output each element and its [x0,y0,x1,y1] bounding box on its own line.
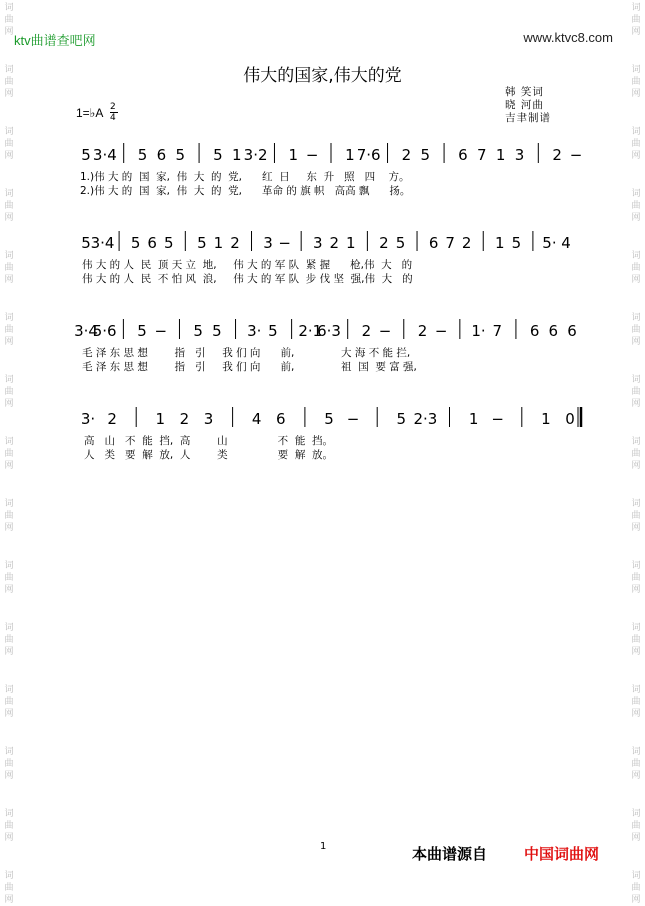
watermark-text: 词 曲 网 [4,127,14,161]
note: 3·4 [90,234,115,252]
watermark-text: 词 曲 网 [631,747,641,781]
watermark-text: 词 曲 网 [631,313,641,347]
lyric-line-2-verse-1: 伟 大 的 人 民 顶 天 立 地, 伟 大 的 军 队 紧 握 枪,伟 大 的 [82,259,413,271]
note: − [346,410,360,428]
note: 7·6 [356,146,381,164]
watermark-text: 词 曲 网 [631,375,641,409]
lyric-line-3-verse-1: 毛 泽 东 思 想 指 引 我 们 向 前, 大 海 不 能 拦, [82,347,411,359]
lyric-line-3-verse-2: 毛 泽 东 思 想 指 引 我 们 向 前, 祖 国 要 富 强, [82,361,417,373]
note: 1 [541,410,551,428]
note: 3·4 [74,322,98,340]
watermark-text: 词 曲 网 [631,561,641,595]
note: 6 [156,146,167,164]
note: 3 [312,234,323,252]
note: 3·2 [243,146,268,164]
note: 5 [213,146,223,164]
note: 3 [263,234,273,252]
watermark-text: 词 曲 网 [4,747,14,781]
note: 6 [147,234,157,252]
time-signature-bottom: 4 [110,113,116,123]
note: 6 [276,410,286,428]
watermark-text: 词 曲 网 [4,251,14,285]
note: 2 [379,234,389,252]
arranger-credit: 吉聿制谱 [505,112,551,124]
note: 1 [213,234,224,252]
note: 5 [130,234,141,252]
note: 5· [542,234,557,252]
note: 5 [197,234,207,252]
watermark-text: 词 曲 网 [4,189,14,223]
note: 5 [175,146,186,164]
note: 5 [511,234,522,252]
lyric-line-2-verse-2: 伟 大 的 人 民 不 怕 风 浪, 伟 大 的 军 队 步 伐 坚 强,伟 大 的 [82,273,413,285]
note: 5 [163,234,174,252]
watermark-text: 词 曲 网 [4,313,14,347]
watermark-text: 词 曲 网 [631,437,641,471]
note: − [378,322,392,340]
note: − [305,146,319,164]
note: 1 [155,410,166,428]
note: 2·1 [298,322,323,340]
lyric-line-1-verse-1: 1.)伟 大 的 国 家, 伟 大 的 党, 红 日 东 升 照 四 方。 [80,171,410,183]
note: 5 [396,410,407,428]
watermark-text: 词 曲 网 [631,189,641,223]
note: 6 [548,322,559,340]
watermark-text: 词 曲 网 [4,499,14,533]
note: 2·3 [413,410,438,428]
note: 3· [80,410,96,428]
note: 2 [461,234,472,252]
note: 7 [492,322,503,340]
note: 2 [230,234,240,252]
note: − [154,322,168,340]
note: − [569,146,583,164]
note: 1 [346,234,356,252]
note: 5 [324,410,334,428]
lyric-line-1-verse-2: 2.)伟 大 的 国 家, 伟 大 的 党, 革命 的 旗 帜 高高 飘 扬。 [80,185,411,197]
note: 1· [471,322,486,340]
note: 5 [268,322,278,340]
note: 5 [137,146,148,164]
note: 1 [468,410,479,428]
note: − [278,234,291,252]
lyric-line-4-verse-2: 人 类 要 解 放, 人 类 要 解 放。 [84,449,334,461]
note: 6 [458,146,468,164]
note: 5 [81,234,91,252]
note: 5 [193,322,203,340]
key-signature: 1=♭A [76,106,104,120]
note: 0 [565,410,575,428]
time-signature-top: 2 [110,102,116,112]
watermark-text: 词 曲 网 [631,127,641,161]
note: 3· [247,322,262,340]
note: 4 [251,410,262,428]
watermark-text: 词 曲 网 [4,623,14,657]
note: 1 [288,146,299,164]
footer-source-site[interactable]: 中国词曲网 [524,845,600,863]
note: 5 [212,322,222,340]
note: 2 [401,146,412,164]
note: 5·6 [92,322,117,340]
watermark-text: 词 曲 网 [631,65,641,99]
note: 1 [495,146,506,164]
note: 2 [329,234,340,252]
note: 6 [567,322,577,340]
watermark-text: 词 曲 网 [4,375,14,409]
note: 6 [428,234,439,252]
note: 2 [417,322,428,340]
note: 2 [361,322,372,340]
note: 5 [395,234,406,252]
watermark-text: 词 曲 网 [631,499,641,533]
lyricist-credit: 韩 笑词 [505,86,544,98]
song-title: 伟大的国家,伟大的党 [243,66,402,86]
note: 5 [137,322,147,340]
page-number: 1 [320,841,327,852]
note: 6 [529,322,540,340]
watermark-text: 词 曲 网 [4,3,14,37]
watermark-text: 词 曲 网 [4,809,14,843]
watermark-text: 词 曲 网 [4,871,14,905]
watermark-text: 词 曲 网 [4,437,14,471]
watermark-text: 词 曲 网 [4,65,14,99]
note: 6·3 [317,322,341,340]
watermark-text: 词 曲 网 [4,561,14,595]
watermark-text: 词 曲 网 [631,623,641,657]
note: 3·4 [92,146,117,164]
note: 1 [495,234,505,252]
note: 3 [514,146,525,164]
site-name-left[interactable]: ktv曲谱查吧网 [14,33,96,48]
watermark-text: 词 曲 网 [631,871,641,905]
lyric-line-4-verse-1: 高 山 不 能 挡, 高 山 不 能 挡。 [84,435,334,447]
note: 5 [420,146,431,164]
note: 7 [476,146,487,164]
watermark-text: 词 曲 网 [631,251,641,285]
site-url-right[interactable]: www.ktvc8.com [523,30,613,45]
note: 4 [561,234,571,252]
watermark-text: 词 曲 网 [631,685,641,719]
note: 7 [445,234,455,252]
note: 2 [552,146,562,164]
note: 1 [345,146,355,164]
note: 3 [203,410,214,428]
watermark-text: 词 曲 网 [4,685,14,719]
watermark-text: 词 曲 网 [631,3,641,37]
composer-credit: 晓 河曲 [505,99,544,111]
note: − [491,410,504,428]
note: 5 [81,146,91,164]
note: 1 [231,146,242,164]
note: − [434,322,448,340]
footer-source-label: 本曲谱源自 [412,845,488,863]
watermark-text: 词 曲 网 [631,809,641,843]
note: 2 [179,410,190,428]
note: 2 [107,410,117,428]
